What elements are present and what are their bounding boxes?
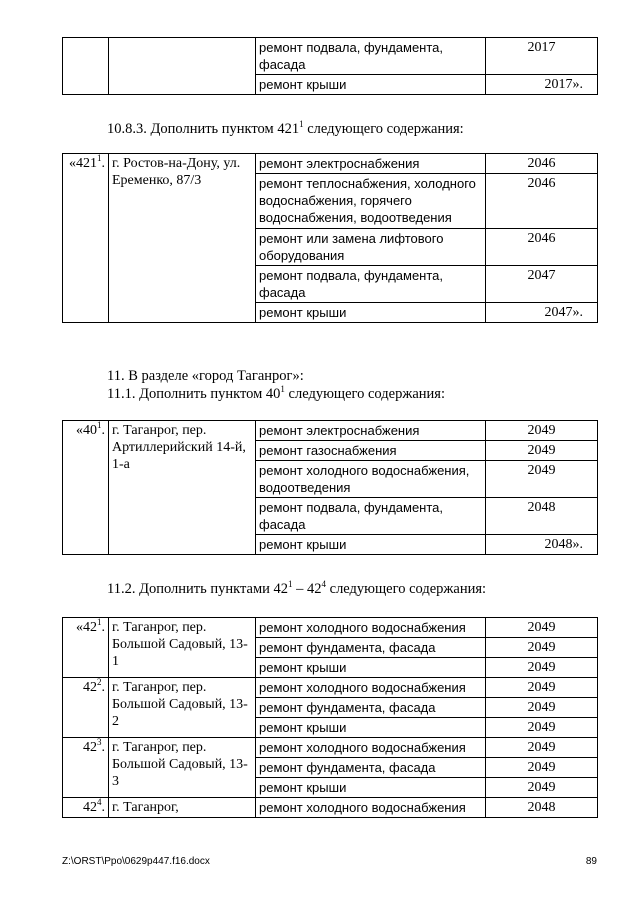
item-number: «42 [76,620,97,635]
superscript: 1 [97,617,102,627]
number-cell [63,678,109,738]
superscript: 1 [280,384,285,394]
table-continuation [62,37,598,95]
table-items-42 [62,617,598,818]
superscript: 4 [97,797,102,807]
address-cell: г. Таганрог, пер. Большой Садовый, 13-2 [109,678,256,738]
number-cell [63,798,109,818]
work-cell: ремонт фундамента, фасада [256,698,486,718]
address-cell: г. Таганрог, пер. Артиллерийский 14-й, 1-а [109,421,256,555]
paragraph-text: – 42 [292,581,322,597]
paragraph-text: 10.8.3. Дополнить пунктом 421 [107,121,300,137]
year-cell: 2047 [486,266,598,303]
year-cell: 2049 [486,421,598,441]
table-row [63,738,598,758]
work-cell: ремонт холодного водоснабжения [256,618,486,638]
number-cell [63,618,109,678]
superscript: 3 [97,737,102,747]
work-cell: ремонт холодного водоснабжения [256,678,486,698]
item-number: «421 [69,156,97,171]
item-number-dot: . [101,800,105,815]
work-cell: ремонт холодного водоснабжения [256,798,486,818]
year-cell: 2049 [486,461,598,498]
paragraph-text: следующего содержания: [284,386,445,402]
address-cell: г. Таганрог, пер. Большой Садовый, 13-3 [109,738,256,798]
number-cell [63,421,109,555]
table-row [63,154,598,174]
superscript: 1 [288,579,293,589]
paragraph-text: следующего содержания: [326,581,487,597]
address-cell: г. Ростов-на-Дону, ул. Еременко, 87/3 [109,154,256,323]
table-row [63,38,598,75]
work-cell: ремонт подвала, фундамента, фасада [256,498,486,535]
year-cell: 2017 [486,38,598,75]
year-cell: 2049 [486,778,598,798]
number-cell [63,38,109,95]
work-cell: ремонт электроснабжения [256,421,486,441]
item-number-dot: . [101,423,105,438]
table-row [63,618,598,638]
year-cell: 2049 [486,678,598,698]
year-cell: 2049 [486,638,598,658]
year-cell: 2046 [486,174,598,229]
number-cell [63,154,109,323]
year-cell: 2047». [486,303,598,323]
superscript: 2 [97,677,102,687]
item-number-dot: . [101,680,105,695]
paragraph-11-2 [107,581,486,598]
work-cell: ремонт холодного водоснабжения, водоотведения [256,461,486,498]
year-cell: 2048 [486,798,598,818]
paragraph-11: 11. В разделе «город Таганрог»: [107,368,304,384]
year-cell: 2049 [486,441,598,461]
year-cell: 2049 [486,738,598,758]
superscript: 4 [321,579,327,589]
paragraph-text: следующего содержания: [303,121,464,137]
work-cell: ремонт крыши [256,535,486,555]
item-number: «40 [76,423,97,438]
work-cell: ремонт крыши [256,75,486,95]
table-row [63,678,598,698]
year-cell: 2046 [486,229,598,266]
year-cell: 2049 [486,698,598,718]
paragraph-text: 11.2. Дополнить пунктами 42 [107,581,289,597]
address-cell [109,38,256,95]
item-number: 42 [83,800,97,815]
superscript: 1 [97,153,102,163]
paragraph-11-1 [107,386,445,403]
table-item-40 [62,420,598,555]
year-cell: 2049 [486,618,598,638]
superscript: 1 [299,119,304,129]
table-item-421 [62,153,598,323]
year-cell: 2049 [486,658,598,678]
work-cell: ремонт или замена лифтового оборудования [256,229,486,266]
work-cell: ремонт фундамента, фасада [256,758,486,778]
item-number: 42 [83,680,97,695]
address-cell: г. Таганрог, [109,798,256,818]
year-cell: 2017». [486,75,598,95]
work-cell: ремонт крыши [256,658,486,678]
superscript: 1 [97,420,102,430]
work-cell: ремонт крыши [256,778,486,798]
item-number: 42 [83,740,97,755]
number-cell [63,738,109,798]
table-row [63,798,598,818]
work-cell: ремонт крыши [256,718,486,738]
work-cell: ремонт крыши [256,303,486,323]
paragraph-10-8-3 [107,121,464,138]
item-number-dot: . [101,740,105,755]
paragraph-text: 11.1. Дополнить пунктом 40 [107,386,281,402]
year-cell: 2049 [486,718,598,738]
work-cell: ремонт электроснабжения [256,154,486,174]
year-cell: 2046 [486,154,598,174]
work-cell: ремонт подвала, фундамента, фасада [256,38,486,75]
item-number-dot: . [101,620,105,635]
item-number-dot: . [101,156,105,171]
address-cell: г. Таганрог, пер. Большой Садовый, 13-1 [109,618,256,678]
year-cell: 2048». [486,535,598,555]
table-row [63,421,598,441]
year-cell: 2048 [486,498,598,535]
work-cell: ремонт фундамента, фасада [256,638,486,658]
work-cell: ремонт подвала, фундамента, фасада [256,266,486,303]
year-cell: 2049 [486,758,598,778]
work-cell: ремонт теплоснабжения, холодного водоснабжения, горячего водоснабжения, водоотведения [256,174,486,229]
footer-file-path: Z:\ORST\Ppo\0629p447.f16.docx [62,856,210,867]
page-number: 89 [585,856,597,867]
work-cell: ремонт газоснабжения [256,441,486,461]
work-cell: ремонт холодного водоснабжения [256,738,486,758]
